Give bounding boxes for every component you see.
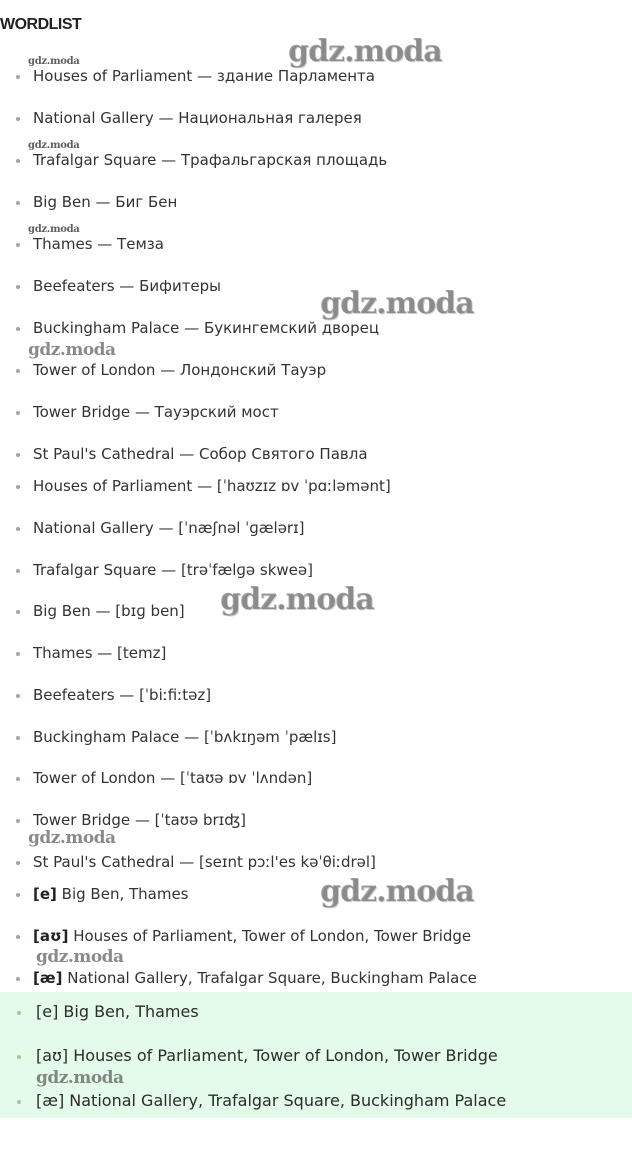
list-item: Beefeaters — [ˈbiːfiːtəz] bbox=[33, 686, 212, 704]
list-item: Big Ben — Биг Бен bbox=[33, 193, 178, 211]
answer-item: [e] Big Ben, Thames bbox=[36, 1002, 199, 1021]
watermark: gdz.moda bbox=[36, 1068, 124, 1088]
list-item: Tower Bridge — Тауэрский мост bbox=[33, 403, 279, 421]
answer-item: [aʊ] Houses of Parliament, Tower of London, Tower Bridge bbox=[36, 1046, 498, 1065]
sound-item bbox=[33, 968, 477, 988]
watermark: gdz.moda bbox=[28, 340, 116, 360]
watermark: gdz.moda bbox=[28, 828, 116, 848]
sound-words: National Gallery, Trafalgar Square, Buckingham Palace bbox=[67, 969, 477, 987]
sound-label: [æ] bbox=[33, 969, 63, 987]
sound-words: Houses of Parliament, Tower of London, Tower Bridge bbox=[73, 927, 472, 945]
list-item: National Gallery — Национальная галерея bbox=[33, 109, 362, 127]
list-item: Trafalgar Square — [trəˈfælɡə skweə] bbox=[33, 561, 313, 579]
sound-item bbox=[33, 926, 471, 946]
watermark: gdz.moda bbox=[28, 140, 80, 151]
list-item: Houses of Parliament — здание Парламента bbox=[33, 67, 375, 85]
list-item: Big Ben — [bɪɡ ben] bbox=[33, 602, 185, 620]
list-item: St Paul's Cathedral — Собор Святого Павла bbox=[33, 445, 368, 463]
watermark: gdz.moda bbox=[288, 34, 442, 69]
list-item: Thames — Темза bbox=[33, 235, 164, 253]
list-item: Buckingham Palace — [ˈbʌkɪŋəm ˈpælɪs] bbox=[33, 728, 337, 746]
sound-label: [aʊ] bbox=[33, 927, 69, 945]
list-item: Tower of London — Лондонский Тауэр bbox=[33, 361, 327, 379]
answer-item: [æ] National Gallery, Trafalgar Square, Buckingham Palace bbox=[36, 1091, 507, 1110]
list-item: St Paul's Cathedral — [seɪnt pɔːl'es kəˈθiːdrəl] bbox=[33, 853, 376, 871]
list-item: Houses of Parliament — [ˈhaʊzɪz ɒv ˈpɑːləmənt] bbox=[33, 477, 391, 495]
page-title: WORDLIST bbox=[0, 16, 82, 33]
list-item: Thames — [temz] bbox=[33, 644, 167, 662]
watermark: gdz.moda bbox=[28, 224, 80, 235]
list-item: Tower Bridge — [ˈtaʊə brɪʤ] bbox=[33, 811, 246, 829]
list-item: Tower of London — [ˈtaʊə ɒv ˈlʌndən] bbox=[33, 769, 313, 787]
watermark: gdz.moda bbox=[28, 56, 80, 67]
sound-label: [e] bbox=[33, 885, 57, 903]
watermark: gdz.moda bbox=[36, 947, 124, 967]
sound-item bbox=[33, 884, 189, 904]
sound-words: Big Ben, Thames bbox=[61, 885, 189, 903]
watermark: gdz.moda bbox=[220, 582, 374, 617]
watermark: gdz.moda bbox=[320, 874, 474, 909]
list-item: Trafalgar Square — Трафальгарская площадь bbox=[33, 151, 388, 169]
list-item: National Gallery — [ˈnæʃnəl ˈɡælərɪ] bbox=[33, 519, 305, 537]
watermark: gdz.moda bbox=[320, 286, 474, 321]
list-item: Buckingham Palace — Букингемский дворец bbox=[33, 319, 380, 337]
answer-block bbox=[0, 992, 632, 1118]
list-item: Beefeaters — Бифитеры bbox=[33, 277, 222, 295]
